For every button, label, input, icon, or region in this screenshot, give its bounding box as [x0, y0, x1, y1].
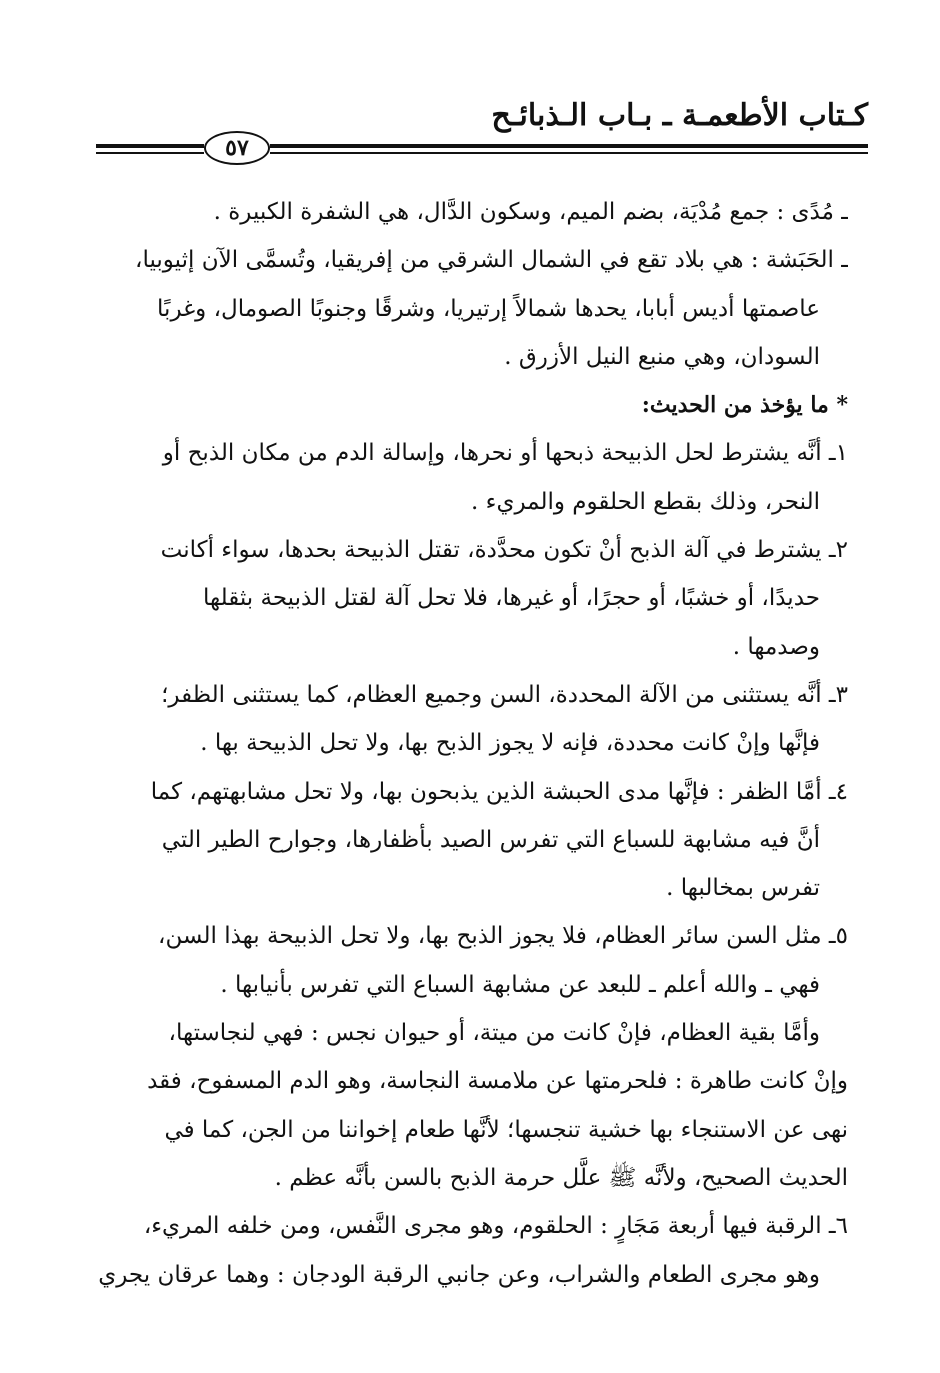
page-header [96, 96, 868, 166]
header-rule-thick-right [270, 144, 868, 148]
text-line: ٢ـ يشترط في آلة الذبح أنْ تكون محدَّدة، تقتل الذبيحة بحدها، سواء أكانت [160, 537, 848, 564]
text-line: فهي ـ والله أعلم ـ للبعد عن مشابهة السباع التي تفرس بأنيابها . [220, 971, 820, 998]
text-line: ٣ـ أنَّه يستثنى من الآلة المحددة، السن وجميع العظام، كما يستثنى الظفر؛ [161, 681, 848, 708]
section-title: * ما يؤخذ من الحديث: [641, 392, 848, 419]
header-rule-thin-right [270, 152, 868, 154]
text-line: أنَّ فيه مشابهة للسباع التي تفرس الصيد بأظفارها، وجوارح الطير التي [161, 826, 820, 853]
page-content [92, 188, 848, 1299]
chapter-title: كـتاب الأطعمـة ـ بـاب الـذبائـح [491, 98, 868, 133]
text-line: حديدًا، أو خشبًا، أو حجرًا، أو غيرها، فلا تحل آلة لقتل الذبيحة بثقلها [202, 585, 820, 612]
text-line: الحديث الصحيح، ولأنَّه ﷺ علَّل حرمة الذبح بالسن بأنَّه عظم . [274, 1164, 848, 1191]
text-line: وأمَّا بقية العظام، فإنْ كانت من ميتة، أو حيوان نجس : فهي لنجاستها، [168, 1020, 820, 1047]
text-line: عاصمتها أديس أبابا، يحدها شمالاً إرتيريا، وشرقًا وجنوبًا الصومال، وغربًا [157, 295, 820, 322]
paragraph-bones [92, 1009, 848, 1202]
point-3 [92, 671, 848, 768]
text-line: وهو مجرى الطعام والشراب، وعن جانبي الرقبة الودجان : وهما عرقان يجري [98, 1261, 820, 1288]
text-line: النحر، وذلك بقطع الحلقوم والمريء . [471, 488, 820, 515]
point-5 [92, 912, 848, 1009]
point-4 [92, 768, 848, 913]
text-line: تفرس بمخالبها . [666, 875, 820, 902]
point-1 [92, 429, 848, 526]
definition-habasha [92, 236, 848, 381]
header-rule-thick-left [96, 144, 204, 148]
text-line: ٥ـ مثل السن سائر العظام، فلا يجوز الذبح بها، ولا تحل الذبيحة بهذا السن، [158, 923, 848, 950]
header-rule-thin-left [96, 152, 204, 154]
text-line: السودان، وهي منبع النيل الأزرق . [504, 343, 820, 370]
text-line: فإنَّها وإنْ كانت محددة، فإنه لا يجوز الذبح بها، ولا تحل الذبيحة بها . [200, 730, 820, 757]
definition-mudan [92, 188, 848, 236]
text-line: ـ الحَبَشة : هي بلاد تقع في الشمال الشرقي من إفريقيا، وتُسمَّى الآن إثيوبيا، [135, 247, 848, 274]
text-line: ١ـ أنَّه يشترط لحل الذبيحة ذبحها أو نحرها، وإسالة الدم من مكان الذبح أو [162, 440, 848, 467]
text-line: وإنْ كانت طاهرة : فلحرمتها عن ملامسة النجاسة، وهو الدم المسفوح، فقد [147, 1068, 848, 1095]
point-6 [92, 1202, 848, 1299]
page-number: ٥٧ [204, 131, 270, 165]
text-line: ـ مُدًى : جمع مُدْيَة، بضم الميم، وسكون الدَّال، هي الشفرة الكبيرة . [213, 199, 848, 225]
point-2 [92, 526, 848, 671]
text-line: ٤ـ أمَّا الظفر : فإنَّها مدى الحبشة الذين يذبحون بها، ولا تحل مشابهتهم، كما [150, 778, 848, 805]
text-line: وصدمها . [732, 633, 820, 660]
text-line: ٦ـ الرقبة فيها أربعة مَجَارٍ : الحلقوم، وهو مجرى النَّفس، ومن خلفه المريء، [143, 1213, 848, 1240]
text-line: نهى عن الاستنجاء بها خشية تنجسها؛ لأنَّها طعام إخواننا من الجن، كما في [164, 1116, 848, 1143]
